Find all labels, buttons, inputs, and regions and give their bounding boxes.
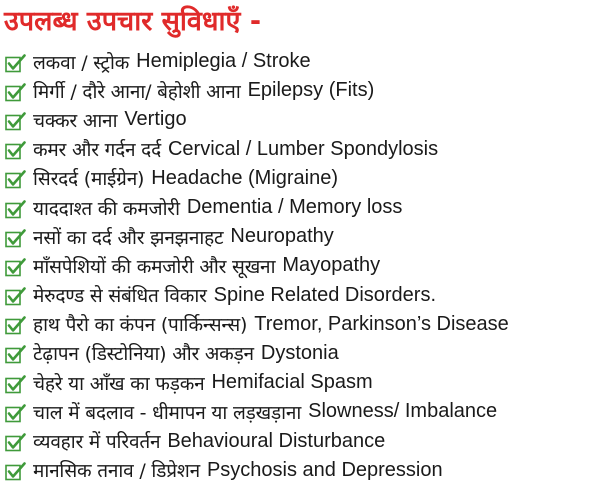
checkbox-checked-icon bbox=[5, 111, 27, 131]
item-english-label: Mayopathy bbox=[282, 254, 381, 277]
list-item bbox=[5, 456, 599, 485]
item-hindi-label: व्यवहार में परिवर्तन bbox=[33, 431, 161, 454]
item-hindi-label: याददाश्त की कमजोरी bbox=[33, 197, 180, 220]
item-hindi-label: चेहरे या आँख का फड़कन bbox=[33, 372, 205, 395]
list-item bbox=[5, 310, 599, 339]
list-item bbox=[5, 135, 599, 164]
list-item bbox=[5, 222, 599, 251]
checkbox-checked-icon bbox=[5, 169, 27, 189]
item-hindi-label: लकवा / स्ट्रोक bbox=[33, 51, 130, 74]
checkbox-checked-icon bbox=[5, 140, 27, 160]
checkbox-checked-icon bbox=[5, 82, 27, 102]
item-hindi-label: चक्कर आना bbox=[33, 109, 118, 132]
item-english-label: Hemifacial Spasm bbox=[211, 371, 373, 394]
list-item bbox=[5, 193, 599, 222]
treatment-list bbox=[5, 47, 599, 485]
item-english-label: Psychosis and Depression bbox=[206, 458, 443, 481]
item-hindi-label: हाथ पैरो का कंपन (पार्किन्सन्स) bbox=[33, 314, 248, 337]
list-item bbox=[5, 105, 599, 134]
item-english-label: Spine Related Disorders. bbox=[213, 283, 437, 306]
page-title: उपलब्ध उपचार सुविधाएँ - bbox=[4, 6, 262, 37]
checkbox-checked-icon bbox=[5, 344, 27, 364]
checkbox-checked-icon bbox=[5, 199, 27, 219]
item-english-label: Dementia / Memory loss bbox=[186, 196, 403, 219]
list-item bbox=[5, 76, 599, 105]
item-english-label: Cervical / Lumber Spondylosis bbox=[167, 137, 439, 160]
list-item bbox=[5, 47, 599, 76]
list-item bbox=[5, 281, 599, 310]
checkbox-checked-icon bbox=[5, 315, 27, 335]
item-english-label: Slowness/ Imbalance bbox=[308, 400, 498, 423]
checkbox-checked-icon bbox=[5, 53, 27, 73]
item-english-label: Tremor, Parkinson’s Disease bbox=[254, 312, 509, 335]
item-hindi-label: चाल में बदलाव - धीमापन या लड़खड़ाना bbox=[33, 401, 302, 424]
item-english-label: Hemiplegia / Stroke bbox=[136, 50, 311, 73]
checkbox-checked-icon bbox=[5, 286, 27, 306]
item-hindi-label: सिरदर्द (माईग्रेन) bbox=[33, 168, 145, 191]
list-item bbox=[5, 368, 599, 397]
item-hindi-label: टेढ़ापन (डिस्टोनिया) और अकड़न bbox=[33, 343, 254, 366]
item-english-label: Headache (Migraine) bbox=[151, 166, 339, 189]
list-item bbox=[5, 251, 599, 280]
list-item bbox=[5, 397, 599, 426]
list-item bbox=[5, 426, 599, 455]
checkbox-checked-icon bbox=[5, 461, 27, 481]
checkbox-checked-icon bbox=[5, 374, 27, 394]
list-item bbox=[5, 164, 599, 193]
item-english-label: Behavioural Disturbance bbox=[167, 429, 386, 452]
item-english-label: Epilepsy (Fits) bbox=[247, 79, 375, 102]
item-hindi-label: मिर्गी / दौरे आना/ बेहोशी आना bbox=[33, 80, 241, 103]
checkbox-checked-icon bbox=[5, 257, 27, 277]
list-item bbox=[5, 339, 599, 368]
item-english-label: Vertigo bbox=[124, 108, 187, 131]
item-hindi-label: माँसपेशियों की कमजोरी और सूखना bbox=[33, 255, 276, 278]
item-hindi-label: कमर और गर्दन दर्द bbox=[33, 139, 161, 162]
item-english-label: Dystonia bbox=[260, 341, 339, 364]
item-hindi-label: मानसिक तनाव / डिप्रेशन bbox=[33, 460, 200, 483]
item-english-label: Neuropathy bbox=[230, 225, 334, 248]
checkbox-checked-icon bbox=[5, 432, 27, 452]
item-hindi-label: नसों का दर्द और झनझनाहट bbox=[33, 226, 224, 249]
item-hindi-label: मेरुदण्ड से संबंधित विकार bbox=[33, 285, 207, 308]
checkbox-checked-icon bbox=[5, 228, 27, 248]
checkbox-checked-icon bbox=[5, 403, 27, 423]
